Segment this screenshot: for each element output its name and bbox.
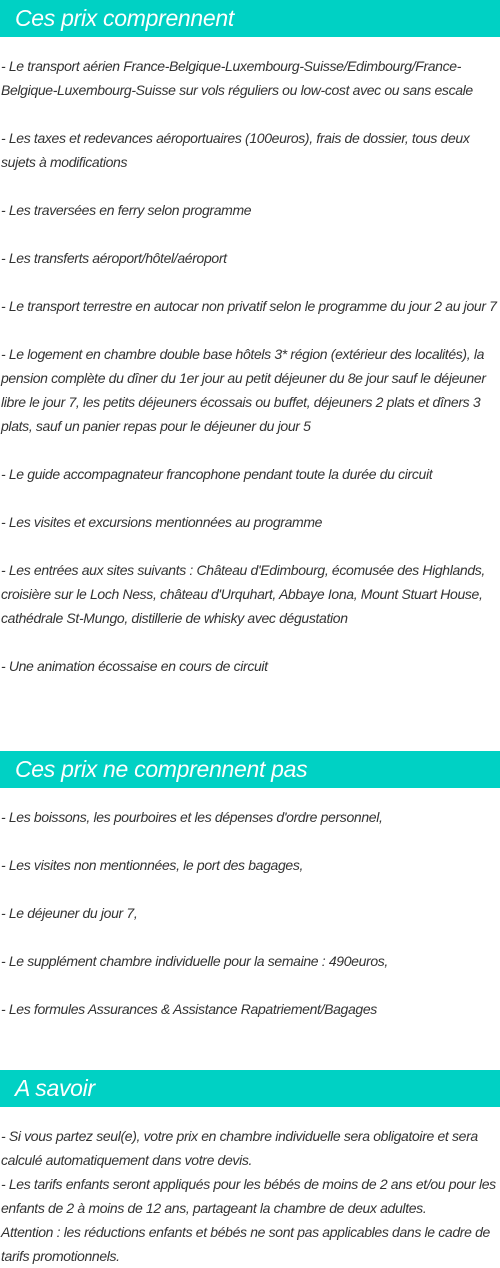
list-item: - Le guide accompagnateur francophone pendant toute la durée du circuit (1, 466, 433, 482)
list-item: - Le transport aérien France-Belgique-Luxembourg-Suisse/Edimbourg/France-Belgique-Luxembourg-Suisse sur vols réguliers ou low-cost avec ou sans escale (1, 58, 473, 98)
list-item: - Les entrées aux sites suivants : Château d'Edimbourg, écomusée des Highlands, croisière sur le Loch Ness, château d'Urquhart, Abbaye Iona, Mount Stuart House, cathédrale St-Mungo, distillerie de whisky avec dégustation (1, 562, 485, 626)
section-title-good-to-know: A savoir (0, 1070, 500, 1107)
list-item: - Les visites non mentionnées, le port des bagages, (1, 857, 304, 873)
list-item: - Les taxes et redevances aéroportuaires (100euros), frais de dossier, tous deux sujets à modifications (1, 130, 470, 170)
list-item: - Les boissons, les pourboires et les dépenses d'ordre personnel, (1, 809, 383, 825)
good-to-know-text (0, 1107, 500, 1268)
section-good-to-know (0, 1070, 500, 1268)
info-line: - Si vous partez seul(e), votre prix en chambre individuelle sera obligatoire et sera calculé automatiquement dans votre devis. (1, 1128, 478, 1168)
not-included-list (0, 788, 500, 1021)
list-item: - Une animation écossaise en cours de circuit (1, 658, 268, 674)
list-item: - Le déjeuner du jour 7, (1, 905, 138, 921)
list-item: - Le logement en chambre double base hôtels 3* région (extérieur des localités), la pension complète du dîner du 1er jour au petit déjeuner du 8e jour sauf le déjeuner libre le jour 7, les petits déjeuners écossais ou buffet, déjeuners 2 plats et dîners 3 plats, sauf un panier repas pour le déjeuner du jour 5 (1, 346, 486, 434)
included-list (0, 37, 500, 678)
info-line: Attention : les réductions enfants et bébés ne sont pas applicables dans le cadre de tarifs promotionnels. (1, 1224, 490, 1264)
list-item: - Le transport terrestre en autocar non privatif selon le programme du jour 2 au jour 7 (1, 298, 497, 314)
info-line: - Les tarifs enfants seront appliqués pour les bébés de moins de 2 ans et/ou pour les enfants de 2 à moins de 12 ans, partageant la chambre de deux adultes. (1, 1176, 496, 1216)
list-item: - Les visites et excursions mentionnées au programme (1, 514, 323, 530)
section-title-not-included: Ces prix ne comprennent pas (0, 751, 500, 788)
section-not-included (0, 751, 500, 1021)
list-item: - Les formules Assurances & Assistance Rapatriement/Bagages (1, 1001, 377, 1017)
list-item: - Le supplément chambre individuelle pour la semaine : 490euros, (1, 953, 388, 969)
section-title-included: Ces prix comprennent (0, 0, 500, 37)
list-item: - Les transferts aéroport/hôtel/aéroport (1, 250, 227, 266)
list-item: - Les traversées en ferry selon programme (1, 202, 252, 218)
